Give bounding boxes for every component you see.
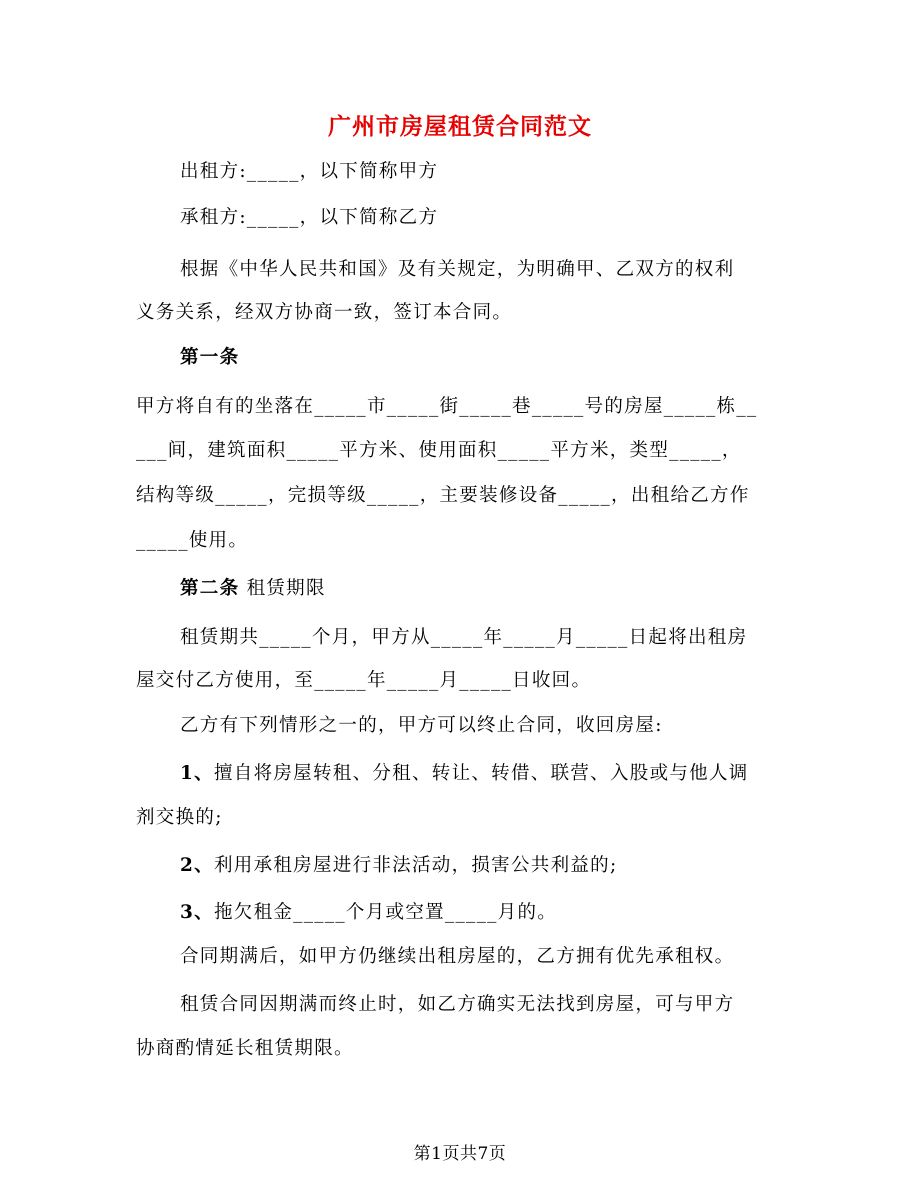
condition-1-line-1 (180, 761, 749, 787)
condition-1-number: 1、 (180, 763, 214, 784)
page-footer: 第1页共7页 (413, 1144, 507, 1164)
preamble-line-1: 根据《中华人民共和国》及有关规定，为明确甲、乙双方的权利 (180, 259, 735, 280)
lessee-line: 承租方:_____，以下简称乙方 (180, 207, 439, 228)
article-1-line-1: 甲方将自有的坐落在_____市_____街_____巷_____号的房屋_____栋__ (136, 396, 758, 417)
lease-term-line-1: 租赁期共_____个月，甲方从_____年_____月_____日起将出租房 (180, 627, 748, 648)
article-2-subtitle: 租赁期限 (239, 578, 326, 599)
condition-2-number: 2、 (180, 855, 214, 876)
condition-1-text: 擅自将房屋转租、分租、转让、转借、联营、入股或与他人调 (213, 763, 749, 784)
article-1-line-2: ___间，建筑面积_____平方米、使用面积_____平方米，类型_____， (136, 440, 742, 461)
condition-3-text: 拖欠租金_____个月或空置_____月的。 (213, 902, 558, 923)
condition-2-text: 利用承租房屋进行非法活动，损害公共利益的; (213, 855, 618, 876)
condition-3 (180, 900, 557, 926)
article-2-heading: 第二条 (180, 578, 240, 599)
termination-intro: 乙方有下列情形之一的，甲方可以终止合同，收回房屋: (180, 715, 663, 736)
lease-term-line-2: 屋交付乙方使用，至_____年_____月_____日收回。 (136, 670, 592, 691)
extension-line-1: 租赁合同因期满而终止时，如乙方确实无法找到房屋，可与甲方 (180, 994, 735, 1015)
article-1-heading: 第一条 (180, 347, 240, 368)
condition-3-number: 3、 (180, 902, 214, 923)
renewal-priority-line: 合同期满后，如甲方仍继续出租房屋的，乙方拥有优先承租权。 (180, 946, 735, 967)
preamble-line-2: 义务关系，经双方协商一致，签订本合同。 (136, 302, 513, 323)
article-2-heading-line (180, 576, 326, 602)
extension-line-2: 协商酌情延长租赁期限。 (136, 1038, 354, 1059)
condition-1-line-2: 剂交换的; (136, 807, 223, 828)
article-1-line-4: _____使用。 (136, 530, 249, 551)
lessor-line: 出租方:_____，以下简称甲方 (180, 161, 439, 182)
article-1-line-3: 结构等级_____，完损等级_____，主要装修设备_____，出租给乙方作 (136, 485, 750, 506)
condition-2 (180, 853, 618, 879)
document-title: 广州市房屋租赁合同范文 (328, 113, 592, 140)
